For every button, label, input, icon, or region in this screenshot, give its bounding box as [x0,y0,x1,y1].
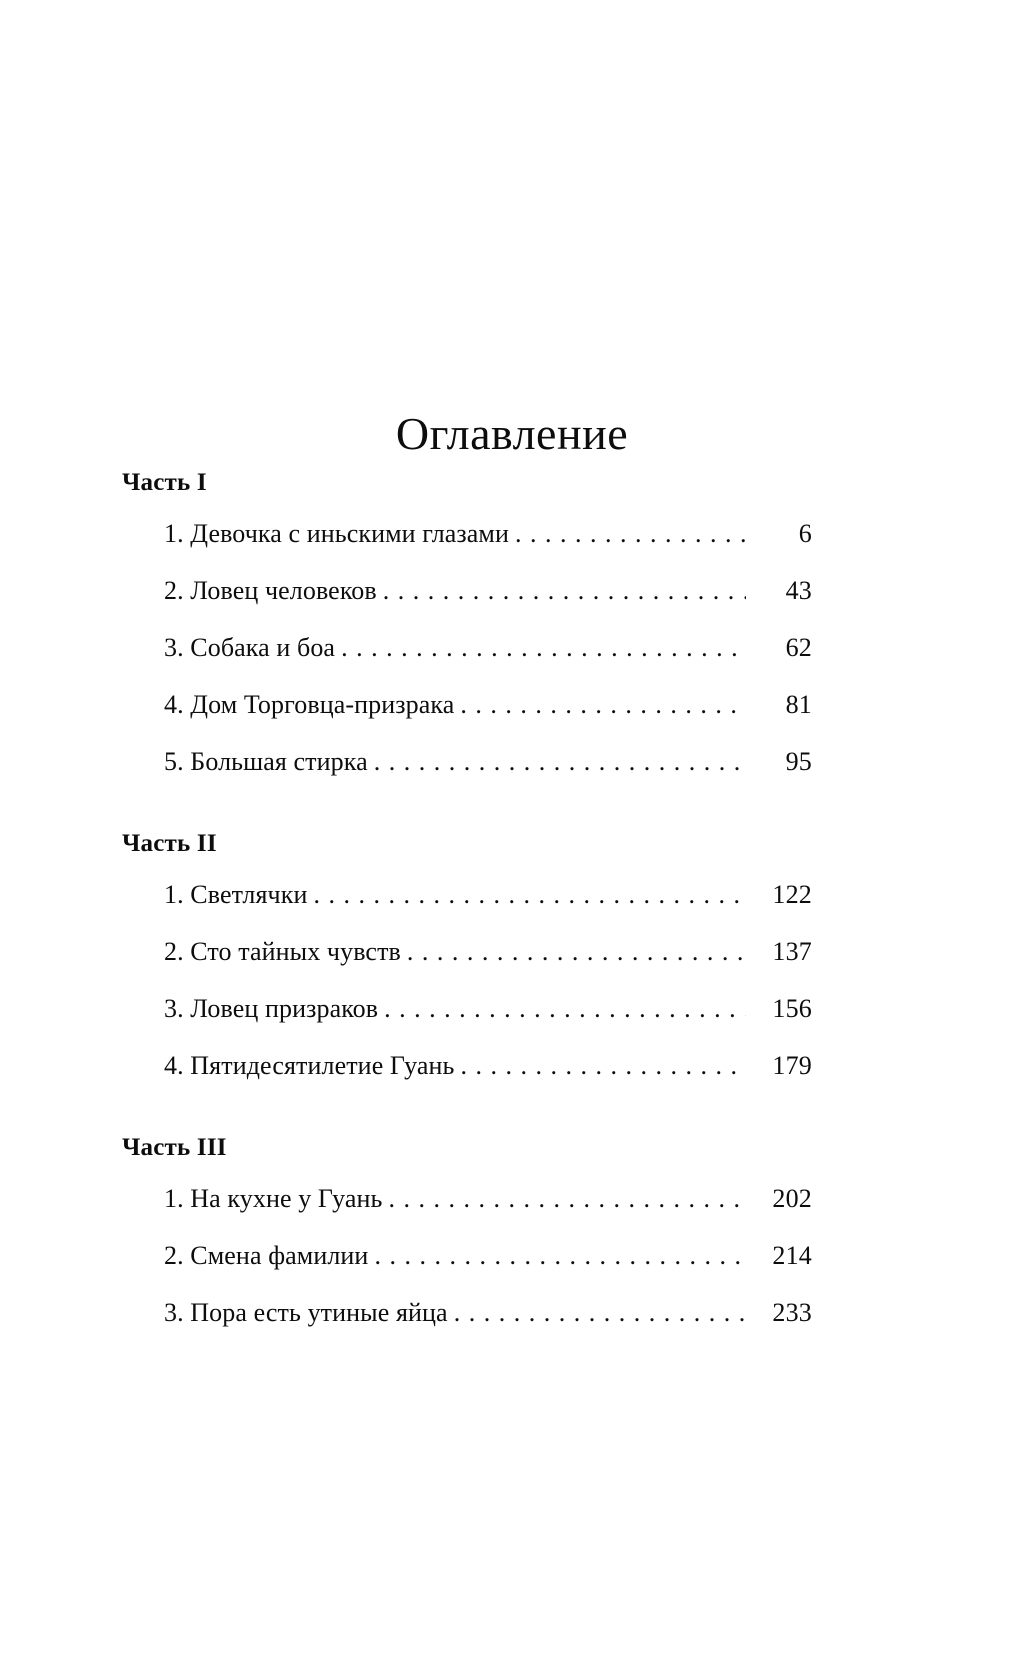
toc-entry-label: 4. Пятидесятилетие Гуань [164,1051,455,1080]
page-title: Оглавление [395,407,629,459]
toc-entry-label: 1. Девочка с иньскими глазами [164,519,509,548]
toc-part [122,831,812,1079]
toc-entry-page-number: 6 [798,519,812,548]
leader-dots [384,996,746,1022]
toc-entry[interactable] [164,1186,812,1212]
toc-entry-label: 2. Ловец человеков [164,576,377,605]
toc-entry[interactable] [164,635,812,661]
toc-part [122,1135,812,1326]
toc-entry[interactable] [164,1300,812,1326]
toc-entry-page-number: 81 [785,690,812,719]
toc-entry-page-number: 179 [772,1051,812,1080]
leader-dots [313,882,746,908]
toc-entry-page-number: 202 [772,1184,812,1213]
toc-entry-page-number: 95 [785,747,812,776]
toc-entry[interactable] [164,692,812,718]
toc-entry-label: 1. Светлячки [164,880,308,909]
chapter-list [122,521,812,775]
toc-entry[interactable] [164,749,812,775]
leader-dots [388,1186,746,1212]
toc-entry-label: 2. Сто тайных чувств [164,937,401,966]
part-title: Часть I [122,469,207,496]
part-title: Часть III [122,1134,227,1161]
toc-entry-label: 3. Собака и боа [164,633,336,662]
toc-part [122,470,812,775]
toc-entry[interactable] [164,996,812,1022]
leader-dots [374,749,746,775]
toc-entry[interactable] [164,939,812,965]
leader-dots [383,578,746,604]
toc-entry[interactable] [164,578,812,604]
toc-entry[interactable] [164,521,812,547]
toc-entry-label: 2. Смена фамилии [164,1241,369,1270]
chapter-list [122,1186,812,1326]
leader-dots [407,939,746,965]
toc-entry[interactable] [164,882,812,908]
toc-entry-label: 3. Ловец призраков [164,994,379,1023]
toc-entry-page-number: 156 [772,994,812,1023]
leader-dots [515,521,746,547]
toc-entry[interactable] [164,1053,812,1079]
toc-entry-page-number: 137 [772,937,812,966]
leader-dots [460,692,746,718]
part-title: Часть II [122,830,217,857]
leader-dots [454,1300,746,1326]
leader-dots [374,1243,746,1269]
toc-entry-label: 5. Большая стирка [164,747,368,776]
toc-entry-label: 1. На кухне у Гуань [164,1184,383,1213]
toc-entry-label: 4. Дом Торговца-призрака [164,690,455,719]
toc-entry-page-number: 62 [785,633,812,662]
toc-entry-page-number: 233 [772,1298,812,1327]
toc-entry[interactable] [164,1243,812,1269]
toc-entry-page-number: 43 [785,576,812,605]
chapter-list [122,882,812,1079]
leader-dots [460,1053,746,1079]
toc-entry-page-number: 122 [772,880,812,909]
toc-list [122,470,812,1326]
toc-entry-label: 3. Пора есть утиные яйца [164,1298,448,1327]
leader-dots [341,635,746,661]
toc-entry-page-number: 214 [772,1241,812,1270]
